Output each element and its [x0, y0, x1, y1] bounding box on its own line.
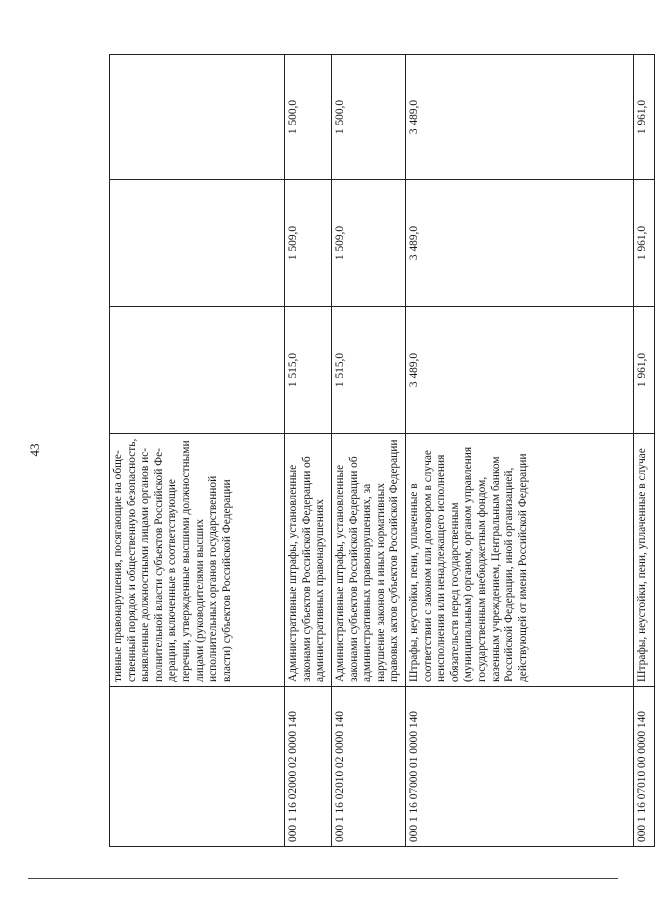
code-cell: 000 1 16 07000 01 0000 140: [406, 687, 634, 847]
description-cell: Штрафы, неустойки, пени, уплаченные в соответствии с законом или договором в случае неисполнения или ненадлежащего исполнения обязательств перед государственным (муниципальным) органом, органом управления государственным внебюджетным фондом, казенным учреждением, Центральным банком Российской Федерации, иной организацией, действующей от имени Российской Федерации: [406, 434, 634, 687]
description-cell: тивные правонарушения, посягающие на обще-ственный порядок и общественную безопасность, выявленные должностными лицами органов ис-полнительной власти субъектов Российской Фе-дерации, включенные в соответствующие перечни, утвержденные высшими должностными лицами (руководителями высших исполнительных органов государственной власти) субъектов Российской Федерации: [110, 434, 285, 687]
value-cell-1: 3 489,0: [406, 307, 634, 434]
scan-edge-line: [28, 878, 618, 879]
value-cell-3: 1 500,0: [332, 55, 406, 180]
budget-table-rotated: [109, 55, 648, 847]
description-cell: Административные штрафы, установленные законами субъектов Российской Федерации об административных правонарушениях: [285, 434, 332, 687]
value-cell-3: 3 489,0: [406, 55, 634, 180]
code-cell: 000 1 16 02010 02 0000 140: [332, 687, 406, 847]
value-cell-3: 1 500,0: [285, 55, 332, 180]
value-cell-2: 1 961,0: [634, 180, 655, 307]
table-row: [406, 55, 634, 847]
budget-table: [109, 54, 655, 847]
table-row: [110, 55, 285, 847]
page-number: 43: [27, 443, 42, 457]
value-cell-1: 1 961,0: [634, 307, 655, 434]
value-cell-2: [110, 180, 285, 307]
value-cell-3: 1 961,0: [634, 55, 655, 180]
table-row: [634, 55, 655, 847]
value-cell-1: 1 515,0: [285, 307, 332, 434]
value-cell-2: 1 509,0: [285, 180, 332, 307]
table-row: [332, 55, 406, 847]
value-cell-1: 1 515,0: [332, 307, 406, 434]
code-cell: [110, 687, 285, 847]
value-cell-3: [110, 55, 285, 180]
value-cell-2: 1 509,0: [332, 180, 406, 307]
table-row: [285, 55, 332, 847]
code-cell: 000 1 16 07010 00 0000 140: [634, 687, 655, 847]
description-cell: Штрафы, неустойки, пени, уплаченные в случае: [634, 434, 655, 687]
value-cell-1: [110, 307, 285, 434]
code-cell: 000 1 16 02000 02 0000 140: [285, 687, 332, 847]
value-cell-2: 3 489,0: [406, 180, 634, 307]
description-cell: Административные штрафы, установленные законами субъектов Российской Федерации об административных правонарушениях, за нарушение законов и иных нормативных правовых актов субъектов Российской Федерации: [332, 434, 406, 687]
